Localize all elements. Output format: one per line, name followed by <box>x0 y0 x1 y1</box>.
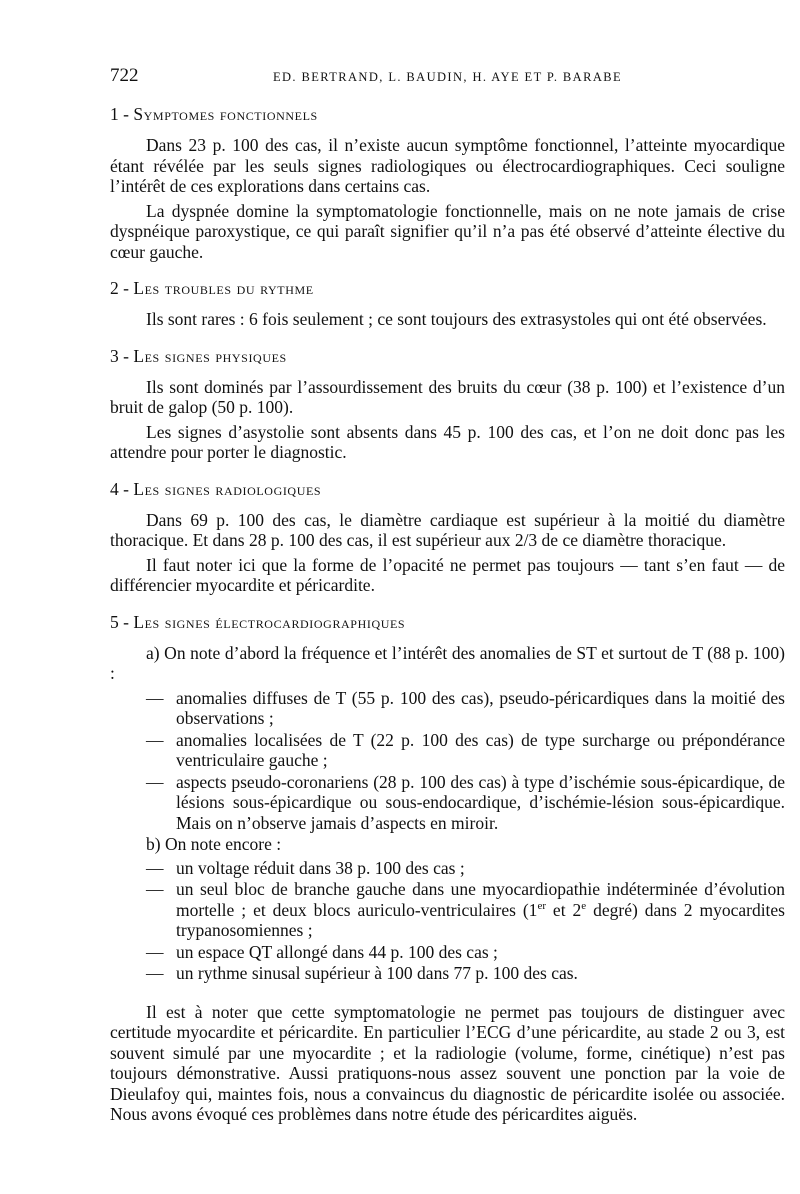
section-heading <box>110 479 785 499</box>
text-run: degré) dans 2 myocardites trypanosomiennes ; <box>176 899 785 940</box>
list-item-text: aspects pseudo-coronariens (28 p. 100 des cas) à type d’ischémie sous-épicardique, de lésions sous-épicardique ou sous-endocardique, d’ischémie-lésion sous-épicardique. Mais on n’observe jamais d’aspects en miroir. <box>176 771 785 833</box>
section-signes-radiologiques <box>110 479 785 596</box>
list-item-text <box>176 879 785 940</box>
paragraph-b: b) On note encore : <box>146 834 282 854</box>
paragraph: Ils sont rares : 6 fois seulement ; ce sont toujours des extrasystoles qui ont été observées. <box>146 309 767 329</box>
list-item <box>146 688 785 729</box>
section-number: 1 - <box>110 104 134 124</box>
dash-marker: — <box>146 963 164 983</box>
paragraph: Les signes d’asystolie sont absents dans 45 p. 100 des cas, et l’on ne doit donc pas les attendre pour porter le diagnostic. <box>110 421 785 462</box>
dash-marker: — <box>146 857 164 878</box>
list-item-text: un espace QT allongé dans 44 p. 100 des cas ; <box>176 941 498 962</box>
section-number: 4 - <box>110 478 134 499</box>
section-title: Symptomes fonctionnels <box>133 104 318 124</box>
section-title: Les signes radiologiques <box>133 478 322 499</box>
page-number: 722 <box>110 65 139 86</box>
dash-marker: — <box>146 941 164 962</box>
section-symptomes-fonctionnels <box>110 104 785 262</box>
list-item-text: anomalies localisées de T (22 p. 100 des cas) de type surcharge ou prépondérance ventriculaire gauche ; <box>176 729 785 770</box>
section-number: 5 - <box>110 611 134 632</box>
paragraph: Ils sont dominés par l’assourdissement des bruits du cœur (38 p. 100) et l’existence d’un bruit de galop (50 p. 100). <box>110 376 785 417</box>
section-title: Les signes physiques <box>133 345 287 366</box>
list-item-text: anomalies diffuses de T (55 p. 100 des cas), pseudo-péricardiques dans la moitié des observations ; <box>176 687 785 728</box>
dash-marker: — <box>146 771 164 792</box>
list-item <box>146 730 785 771</box>
section-heading <box>110 278 785 298</box>
list-item <box>146 879 785 941</box>
superscript: er <box>537 899 546 912</box>
closing-paragraph: Il est à noter que cette symptomatologie ne permet pas toujours de distinguer avec certitude myocardite et péricardite. En particulier l’ECG d’une péricardite, au stade 2 ou 3, est souvent simulé par une myocardite ; et la radiologie (volume, forme, cinétique) n’est pas toujours démonstrative. Aussi pratiquons-nous assez souvent une ponction par la voie de Dieulafoy qui, maintes fois, nous a convaincus du diagnostic de péricardite isolée ou associée. Nous avons évoqué ces problèmes dans notre étude des péricardites aiguës. <box>110 1001 785 1124</box>
dash-marker: — <box>146 879 164 899</box>
list-item <box>146 942 785 963</box>
running-head: ED. BERTRAND, L. BAUDIN, H. AYE ET P. BARABE <box>272 70 623 84</box>
superscript: e <box>581 899 587 912</box>
text-run: un seul bloc de branche gauche dans une myocardiopathie indéterminée d’évolution mortelle ; et deux blocs auriculo-ventriculaires (1 <box>176 879 785 920</box>
paragraph: Dans 69 p. 100 des cas, le diamètre cardiaque est supérieur à la moitié du diamètre thoracique. Et dans 28 p. 100 des cas, il est supérieur aux 2/3 de ce diamètre thoracique. <box>110 509 785 550</box>
section-signes-electrocardiographiques <box>110 612 785 984</box>
paragraph-a: a) On note d’abord la fréquence et l’intérêt des anomalies de ST et surtout de T (88 p. 100) : <box>110 642 785 683</box>
paragraph: La dyspnée domine la symptomatologie fonctionnelle, mais on ne note jamais de crise dyspnéique paroxystique, ce qui paraît signifier qu’il n’a pas été observé d’atteinte élective du cœur gauche. <box>110 200 785 262</box>
list-item-text: un voltage réduit dans 38 p. 100 des cas ; <box>176 857 465 878</box>
section-heading <box>110 346 785 366</box>
section-title: Les signes électrocardiographiques <box>133 611 406 632</box>
section-number: 3 - <box>110 345 134 366</box>
paragraph: Dans 23 p. 100 des cas, il n’existe aucun symptôme fonctionnel, l’atteinte myocardique étant révélée par les seuls signes radiologiques ou électrocardiographiques. Ceci souligne l’intérêt de ces explorations dans certains cas. <box>110 135 785 196</box>
page-body <box>110 104 785 1129</box>
list-item-text: un rythme sinusal supérieur à 100 dans 77 p. 100 des cas. <box>176 963 578 983</box>
dash-marker: — <box>146 729 164 750</box>
section-heading <box>110 104 785 124</box>
section-troubles-du-rythme <box>110 278 785 330</box>
dash-marker: — <box>146 687 164 708</box>
section-heading <box>110 612 785 632</box>
section-number: 2 - <box>110 278 134 298</box>
section-title: Les troubles du rythme <box>133 278 314 298</box>
list-item <box>146 963 785 984</box>
list-item <box>146 858 785 879</box>
section-signes-physiques <box>110 346 785 463</box>
paragraph: Il faut noter ici que la forme de l’opacité ne permet pas toujours — tant s’en faut — de différencier myocardite et péricardite. <box>110 554 785 595</box>
text-run: et 2 <box>545 899 582 920</box>
list-item <box>146 772 785 834</box>
